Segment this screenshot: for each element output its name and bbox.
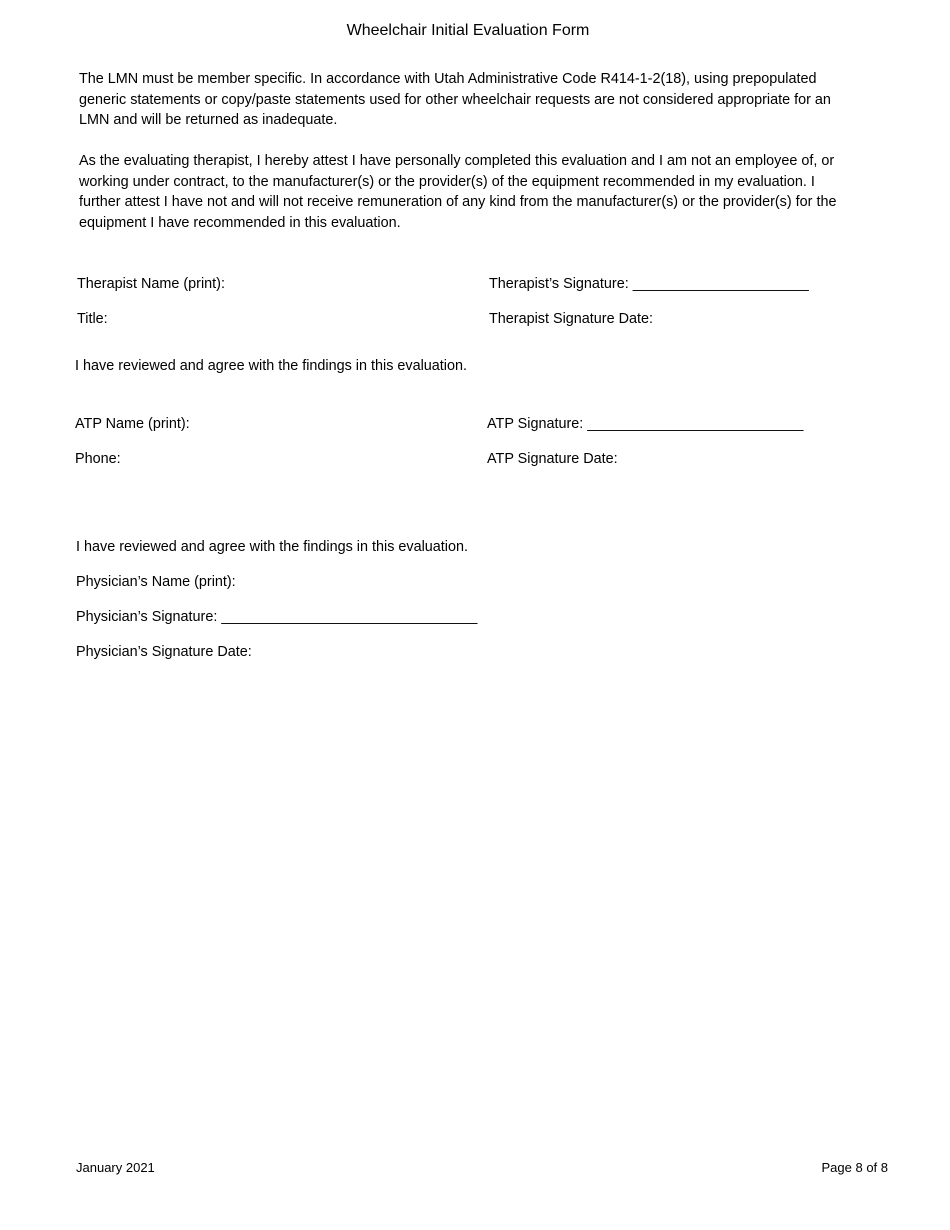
physician-agreement-statement: I have reviewed and agree with the findings in this evaluation. [76,539,468,555]
atp-agreement-statement: I have reviewed and agree with the findings in this evaluation. [75,358,467,374]
page-title: Wheelchair Initial Evaluation Form [346,22,590,39]
therapist-signature-field[interactable]: Therapist’s Signature: ______________________ [489,276,809,292]
therapist-title-label: Title: [77,311,108,327]
footer-date: January 2021 [76,1160,155,1175]
therapist-attestation-paragraph: As the evaluating therapist, I hereby attest I have personally completed this evaluation and I am not an employee of, or working under contract, to the manufacturer(s) or the provider(s) of the equipment recommended in my evaluation. I further attest I have not and will not receive remuneration of any kind from the manufacturer(s) or the provider(s) for the equipment I have recommended in this evaluation. [79,153,837,231]
footer-page-number: Page 8 of 8 [821,1160,888,1175]
atp-signature-field[interactable]: ATP Signature: ___________________________ [487,416,804,432]
physician-signature-field[interactable]: Physician’s Signature: ________________________________ [76,609,478,625]
physician-signature-date-label: Physician’s Signature Date: [76,644,252,660]
therapist-signature-date-label: Therapist Signature Date: [489,311,653,327]
physician-name-label: Physician’s Name (print): [76,574,236,590]
lmn-requirement-paragraph: The LMN must be member specific. In accordance with Utah Administrative Code R414-1-2(18), using prepopulated generic statements or copy/paste statements used for other wheelchair requests are not considered appropriate for an LMN and will be returned as inadequate. [79,71,831,128]
atp-name-label: ATP Name (print): [75,416,190,432]
atp-signature-date-label: ATP Signature Date: [487,451,618,467]
therapist-name-label: Therapist Name (print): [77,276,225,292]
atp-phone-label: Phone: [75,451,121,467]
